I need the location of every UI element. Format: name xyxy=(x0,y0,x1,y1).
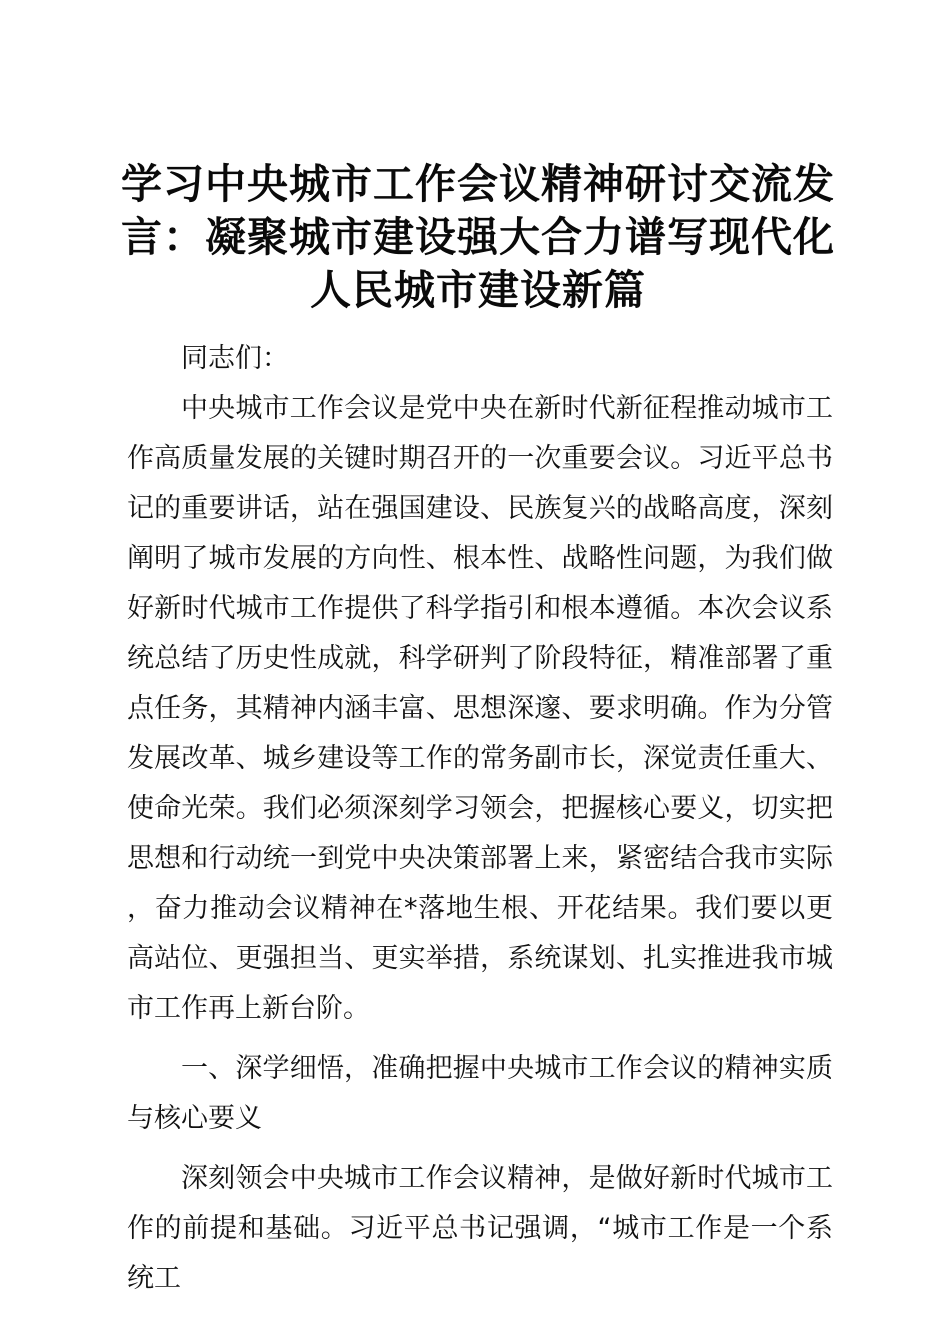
paragraph-section-1: 深刻领会中央城市工作会议精神，是做好新时代城市工作的前提和基础。习近平总书记强调，“城市工作是一个系统工 xyxy=(127,1163,833,1294)
greeting: 同志们： xyxy=(181,343,289,374)
section-heading-1: 一、深学细悟，准确把握中央城市工作会议的精神实质与核心要义 xyxy=(127,1053,833,1134)
document-body xyxy=(127,334,833,1304)
document-title: 学习中央城市工作会议精神研讨交流发言：凝聚城市建设强大合力谱写现代化人民城市建设新篇 xyxy=(121,160,835,314)
paragraph-intro: 中央城市工作会议是党中央在新时代新征程推动城市工作高质量发展的关键时期召开的一次重要会议。习近平总书记的重要讲话，站在强国建设、民族复兴的战略高度，深刻阐明了城市发展的方向性、根本性、战略性问题，为我们做好新时代城市工作提供了科学指引和根本遵循。本次会议系统总结了历史性成就，科学研判了阶段特征，精准部署了重点任务，其精神内涵丰富、思想深邃、要求明确。作为分管发展改革、城乡建设等工作的常务副市长，深觉责任重大、使命光荣。我们必须深刻学习领会，把握核心要义，切实把思想和行动统一到党中央决策部署上来，紧密结合我市实际，奋力推动会议精神在*落地生根、开花结果。我们要以更高站位、更强担当、更实举措，系统谋划、扎实推进我市城市工作再上新台阶。 xyxy=(127,393,833,1024)
